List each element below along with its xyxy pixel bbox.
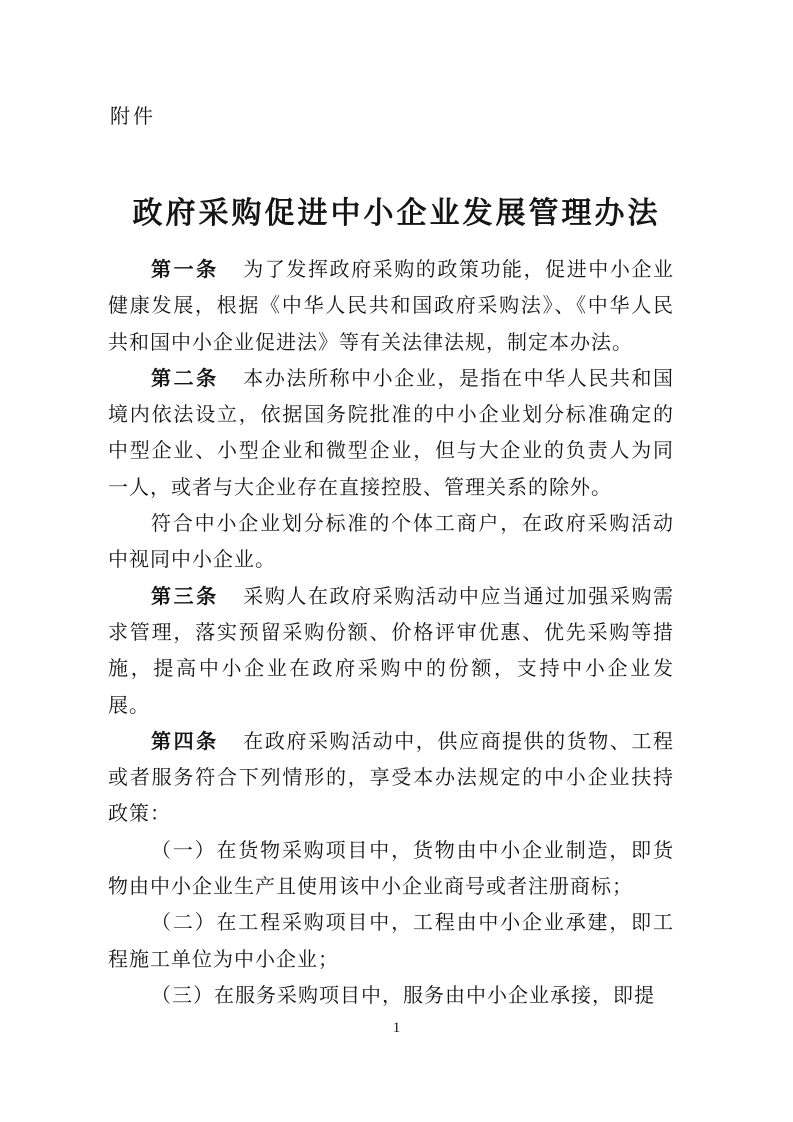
paragraph: （三）在服务采购项目中，服务由中小企业承接，即提 — [151, 984, 655, 1007]
article-number: 第一条 — [151, 259, 219, 281]
page-number: 1 — [392, 1020, 401, 1036]
attachment-label: 附件 — [110, 106, 156, 128]
paragraph: （二）在工程采购项目中，工程由中小企业承建，即工程施工单位为中小企业； — [108, 912, 674, 971]
document-body — [108, 252, 674, 1014]
article-number: 第三条 — [151, 585, 219, 608]
article-number: 第四条 — [151, 730, 219, 753]
article-number: 第二条 — [151, 367, 219, 390]
paragraph: （一）在货物采购项目中，货物由中小企业制造，即货物由中小企业生产且使用该中小企业商号或者注册商标； — [108, 839, 674, 899]
paragraph: 第二条 本办法所称中小企业，是指在中华人民共和国境内依法设立，依据国务院批准的中小企业划分标准确定的中型企业、小型企业和微型企业，但与大企业的负责人为同一人，或者与大企业存在直接控股、管理关系的除外。 — [108, 367, 675, 499]
paragraph: 符合中小企业划分标准的个体工商户，在政府采购活动中视同中小企业。 — [108, 513, 674, 572]
paragraph: 第四条 在政府采购活动中，供应商提供的货物、工程或者服务符合下列情形的，享受本办法规定的中小企业扶持政策： — [108, 730, 675, 826]
paragraph: 第三条 采购人在政府采购活动中应当通过加强采购需求管理，落实预留采购份额、价格评审优惠、优先采购等措施，提高中小企业在政府采购中的份额，支持中小企业发展。 — [108, 585, 675, 717]
page-title: 政府采购促进中小企业发展管理办法 — [132, 197, 661, 231]
paragraph: 第一条 为了发挥政府采购的政策功能，促进中小企业健康发展，根据《中华人民共和国政府采购法》、《中华人民共和国中小企业促进法》等有关法律法规，制定本办法。 — [108, 259, 675, 354]
